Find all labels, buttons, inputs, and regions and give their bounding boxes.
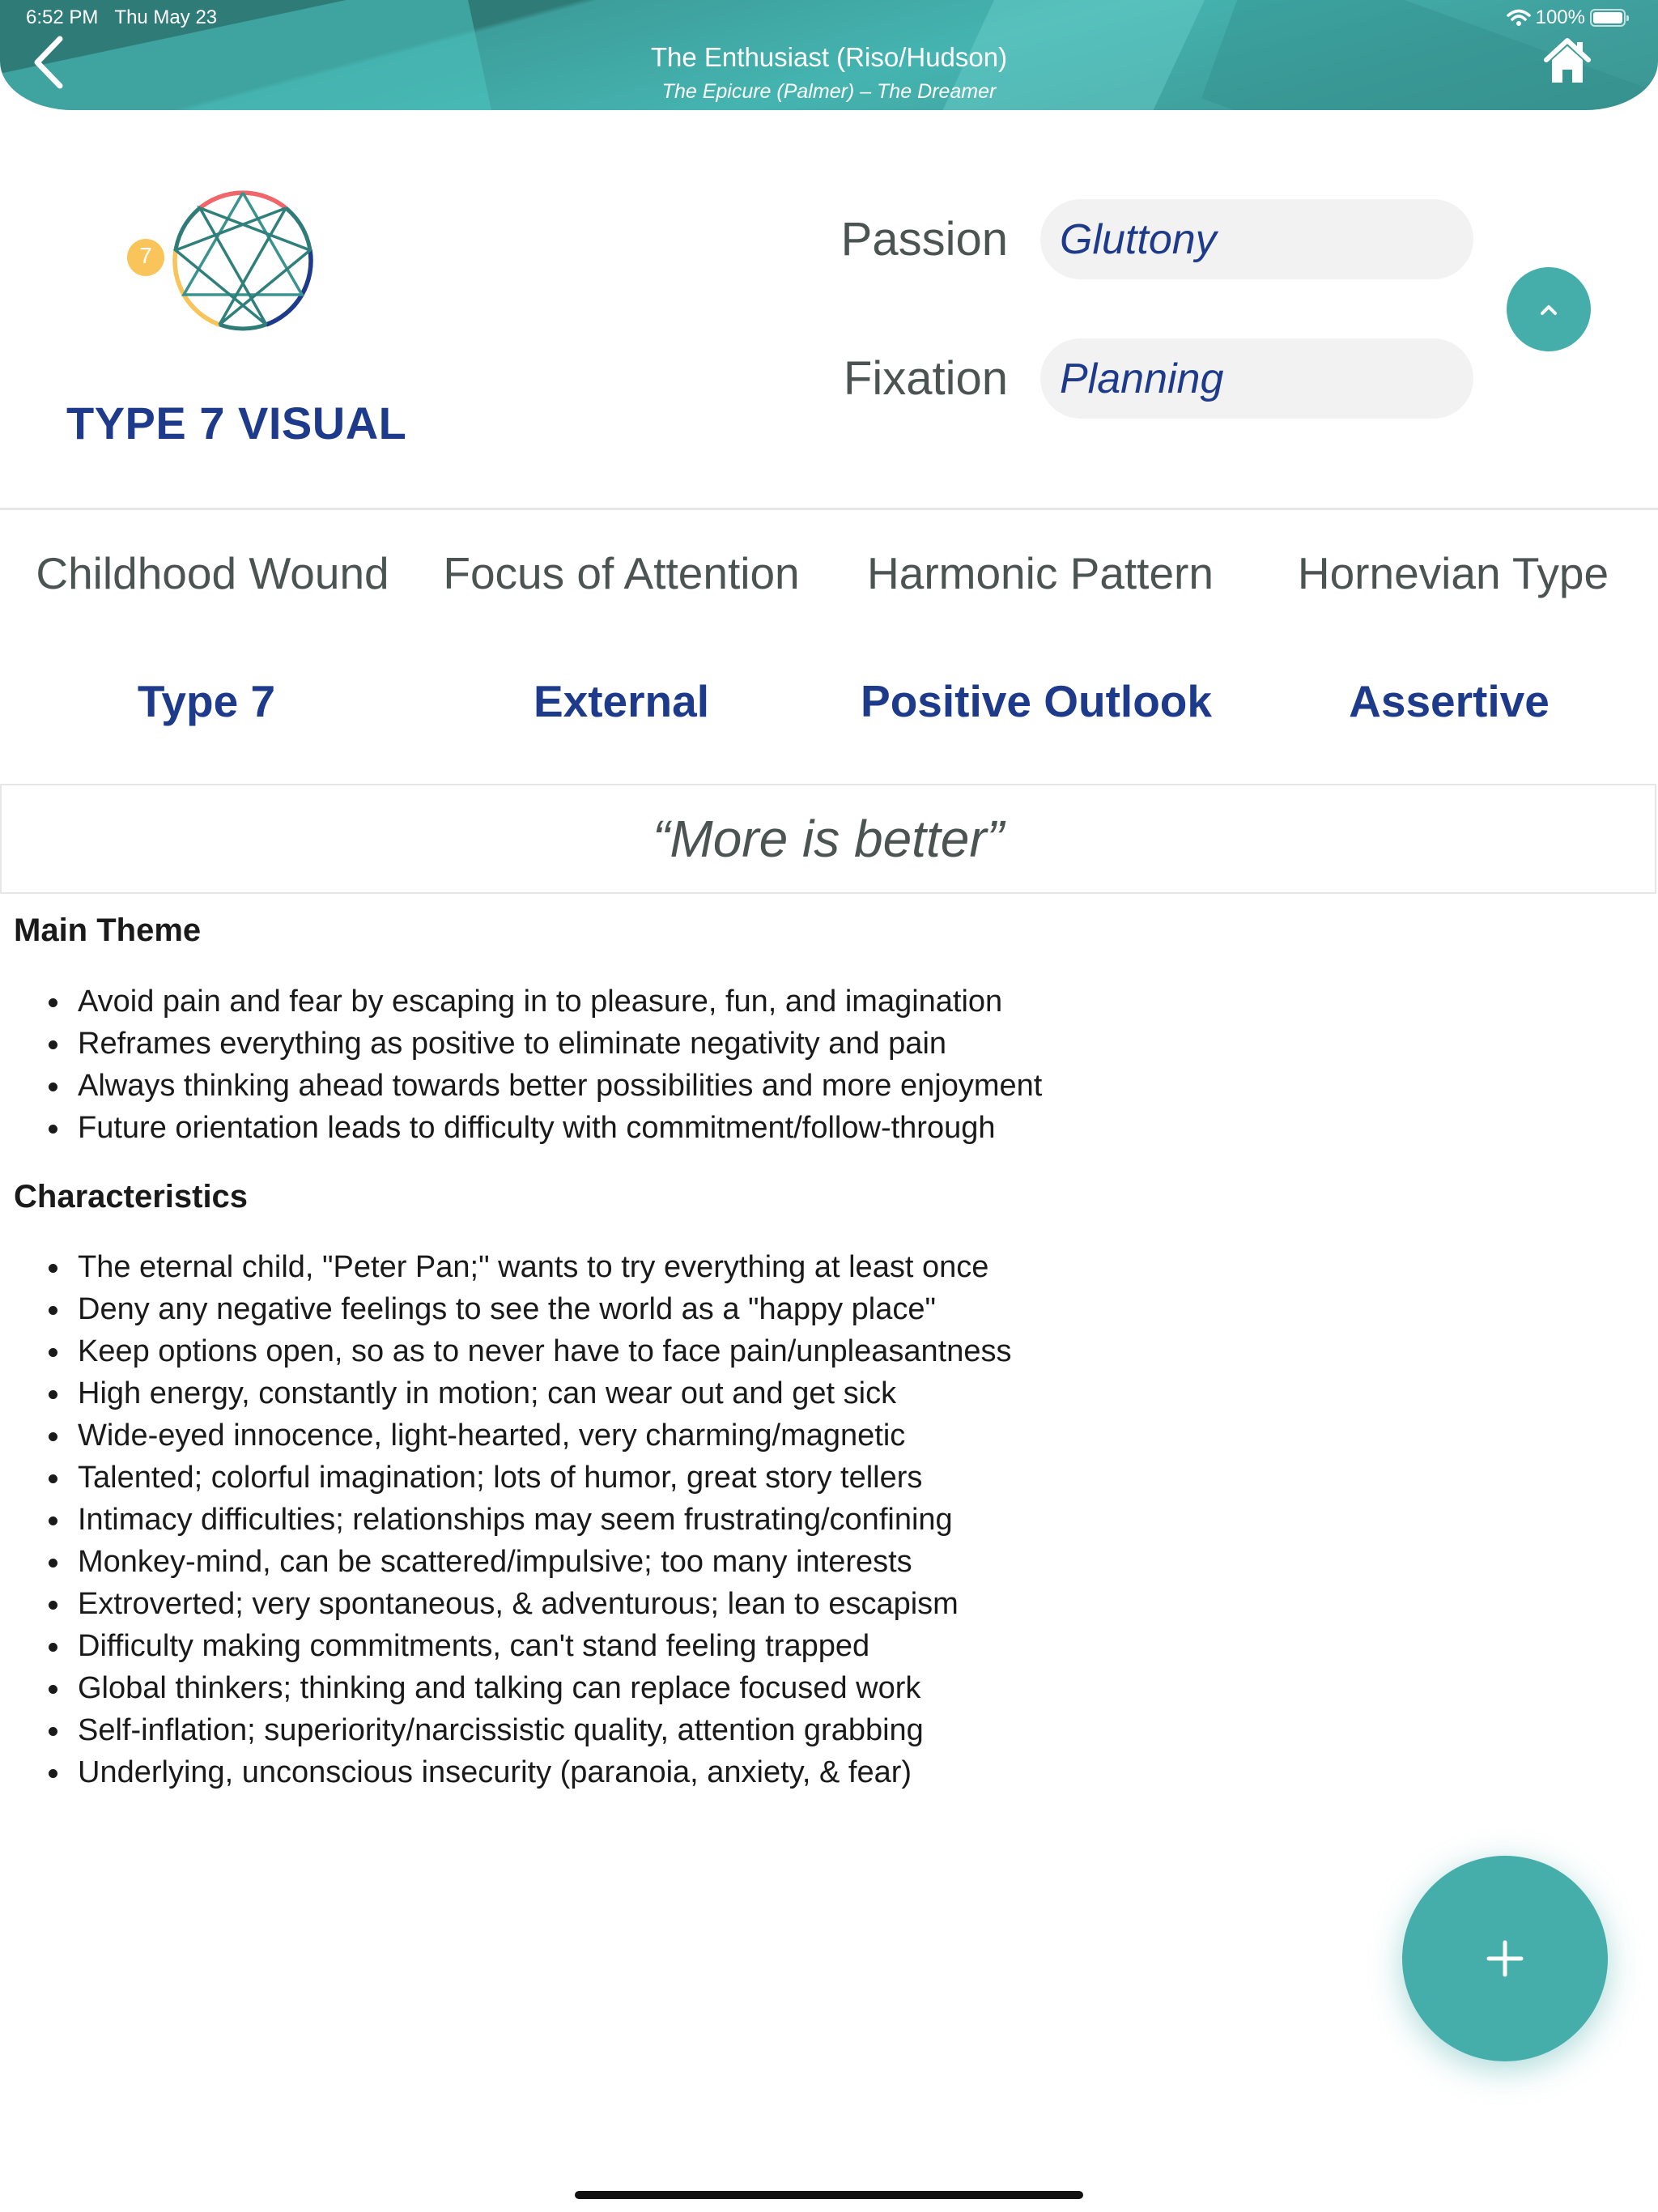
bullet-icon xyxy=(49,1727,57,1736)
home-indicator[interactable] xyxy=(575,2191,1083,2199)
characteristics-heading: Characteristics xyxy=(14,1179,249,1214)
list-item: High energy, constantly in motion; can wear out and get sick xyxy=(0,1372,1012,1414)
quote-text: “More is better” xyxy=(653,810,1004,868)
status-date: Thu May 23 xyxy=(114,6,218,28)
bullet-icon xyxy=(49,1306,57,1315)
attribute-header-hornevian-type: Hornevian Type xyxy=(1297,548,1609,598)
bullet-icon xyxy=(49,1432,57,1441)
list-item: Intimacy difficulties; relationships may seem frustrating/confining xyxy=(0,1499,1012,1541)
attribute-header-harmonic-pattern: Harmonic Pattern xyxy=(867,548,1214,598)
bullet-icon xyxy=(49,1559,57,1568)
list-item: Always thinking ahead towards better possibilities and more enjoyment xyxy=(0,1065,1042,1107)
battery-percent: 100% xyxy=(1535,6,1585,28)
plus-icon xyxy=(1486,1939,1524,1978)
list-item: Deny any negative feelings to see the world as a "happy place" xyxy=(0,1288,1012,1330)
list-item: Underlying, unconscious insecurity (paranoia, anxiety, & fear) xyxy=(0,1751,1012,1793)
list-item: Avoid pain and fear by escaping in to pleasure, fun, and imagination xyxy=(0,981,1042,1023)
quote-box xyxy=(0,784,1656,894)
wifi-icon xyxy=(1507,9,1531,27)
bullet-icon xyxy=(49,1516,57,1525)
fixation-value: Planning xyxy=(1060,355,1224,402)
battery-icon xyxy=(1590,9,1626,27)
type-title: TYPE 7 VISUAL xyxy=(66,398,407,449)
bullet-icon xyxy=(49,998,57,1007)
list-item: Reframes everything as positive to eliminate negativity and pain xyxy=(0,1023,1042,1065)
attribute-value-childhood-wound: Type 7 xyxy=(137,676,276,726)
attribute-value-focus-of-attention: External xyxy=(533,676,710,726)
list-item: Difficulty making commitments, can't stand feeling trapped xyxy=(0,1625,1012,1667)
add-button[interactable] xyxy=(1402,1856,1608,2061)
list-item: Extroverted; very spontaneous, & adventurous; lean to escapism xyxy=(0,1583,1012,1625)
main-theme-list xyxy=(0,981,1042,1149)
characteristics-list xyxy=(0,1246,1012,1793)
attribute-value-hornevian-type: Assertive xyxy=(1349,676,1550,726)
bullet-icon xyxy=(49,1769,57,1778)
page-title: The Enthusiast (Riso/Hudson) xyxy=(650,42,1008,72)
bullet-icon xyxy=(49,1643,57,1652)
status-indicators xyxy=(1507,6,1626,29)
passion-label: Passion xyxy=(840,213,1008,266)
bullet-icon xyxy=(49,1390,57,1399)
nav-header xyxy=(0,0,1658,110)
page-subtitle: The Epicure (Palmer) – The Dreamer xyxy=(661,80,997,103)
bullet-icon xyxy=(49,1685,57,1694)
bullet-icon xyxy=(49,1264,57,1273)
passion-value: Gluttony xyxy=(1060,215,1217,263)
bullet-icon xyxy=(49,1040,57,1049)
home-button[interactable] xyxy=(1542,36,1592,86)
list-item: Self-inflation; superiority/narcissistic quality, attention grabbing xyxy=(0,1709,1012,1751)
bullet-icon xyxy=(49,1083,57,1091)
scroll-up-button[interactable] xyxy=(1507,267,1591,351)
list-item: Global thinkers; thinking and talking can replace focused work xyxy=(0,1667,1012,1709)
list-item: The eternal child, "Peter Pan;" wants to try everything at least once xyxy=(0,1246,1012,1288)
home-icon xyxy=(1542,36,1592,86)
attribute-header-focus-of-attention: Focus of Attention xyxy=(443,548,800,598)
list-item: Talented; colorful imagination; lots of humor, great story tellers xyxy=(0,1457,1012,1499)
bullet-icon xyxy=(49,1125,57,1134)
status-time-date xyxy=(26,6,217,29)
list-item: Monkey-mind, can be scattered/impulsive; too many interests xyxy=(0,1541,1012,1583)
list-item: Keep options open, so as to never have to face pain/unpleasantness xyxy=(0,1330,1012,1372)
attribute-value-harmonic-pattern: Positive Outlook xyxy=(861,676,1212,726)
chevron-up-icon xyxy=(1537,301,1561,317)
fixation-label: Fixation xyxy=(843,352,1008,405)
bullet-icon xyxy=(49,1348,57,1357)
bullet-icon xyxy=(49,1601,57,1610)
bullet-icon xyxy=(49,1474,57,1483)
list-item: Wide-eyed innocence, light-hearted, very charming/magnetic xyxy=(0,1414,1012,1457)
fixation-field xyxy=(1040,338,1473,419)
type-badge-number: 7 xyxy=(139,243,152,268)
status-time: 6:52 PM xyxy=(26,6,99,28)
main-theme-heading: Main Theme xyxy=(14,912,202,948)
section-divider xyxy=(0,508,1658,510)
list-item: Future orientation leads to difficulty with commitment/follow-through xyxy=(0,1107,1042,1149)
passion-field xyxy=(1040,199,1473,279)
attribute-header-childhood-wound: Childhood Wound xyxy=(36,548,389,598)
